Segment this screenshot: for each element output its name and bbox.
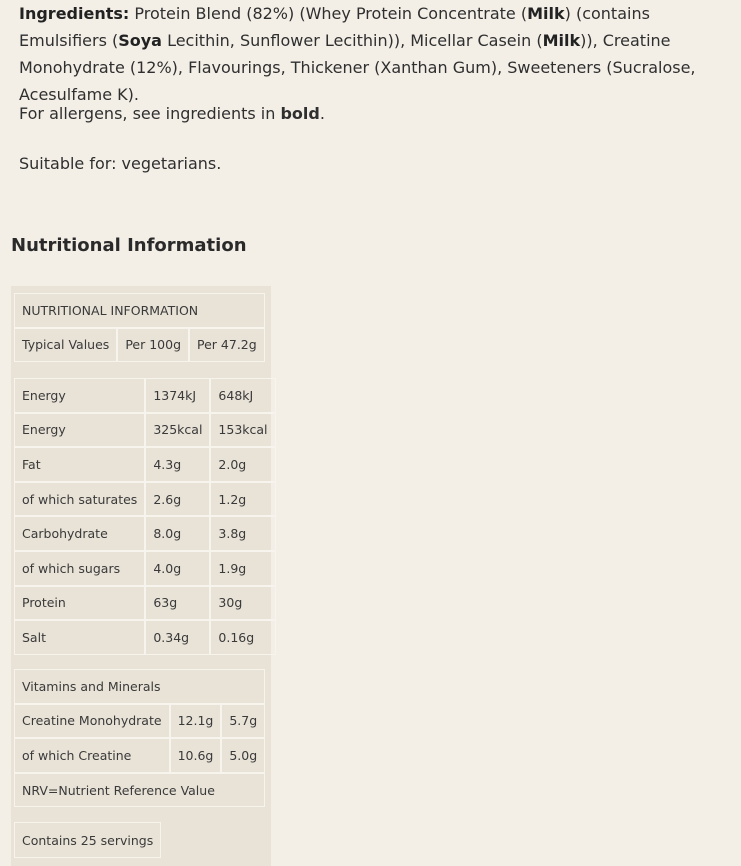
vitamin-perserving: 5.7g [221,704,265,739]
ingredients-part: )), Creatine Monohydrate (12%), Flavourings, Thickener (Xanthan Gum), Sweeteners (Sucralose, Acesulfame K). [19,31,696,104]
table-row [14,822,161,858]
table-row [14,773,265,808]
value-per-serving: 1.2g [210,482,275,517]
value-per-serving: 648kJ [210,378,275,413]
vitamins-table [14,669,265,807]
table-row [14,704,265,739]
vitamin-name: of which Creatine [14,738,170,773]
table-row [14,378,276,413]
value-per-serving: 0.16g [210,620,275,655]
table-row [14,551,276,586]
servings-count: Contains 25 servings [14,822,161,858]
suitable-for: Suitable for: vegetarians. [19,154,222,173]
ingredients-part: ) (contains Emulsifiers ( [19,4,650,50]
table-row [14,328,265,363]
table-row [14,738,265,773]
table-row [14,620,276,655]
table-row [14,669,265,704]
allergen-milk: Milk [542,31,581,50]
nutrition-header-table [14,293,265,362]
section-title: Nutritional Information [11,235,247,256]
nutrient-name: Protein [14,586,145,621]
ingredients-label: Ingredients: [19,4,130,23]
nutrient-name: Energy [14,378,145,413]
ingredients-text [19,0,739,108]
table-row [14,516,276,551]
table-row [14,447,276,482]
value-per-serving: 30g [210,586,275,621]
nutrient-name: Salt [14,620,145,655]
header-cell: Per 47.2g [189,328,265,363]
allergens-suffix: . [319,104,325,123]
table-row [14,586,276,621]
header-cell: Per 100g [117,328,189,363]
vitamins-title: Vitamins and Minerals [14,669,265,704]
nutrient-name: of which saturates [14,482,145,517]
value-per100g: 0.34g [145,620,210,655]
vitamin-name: Creatine Monohydrate [14,704,170,739]
table-caption: NUTRITIONAL INFORMATION [14,293,265,328]
value-per-serving: 2.0g [210,447,275,482]
allergens-note [19,103,325,125]
value-per-serving: 1.9g [210,551,275,586]
allergen-milk: Milk [527,4,565,23]
ingredients-part: Protein Blend (82%) (Whey Protein Concentrate ( [129,4,528,23]
value-per100g: 4.0g [145,551,210,586]
table-row [14,293,265,328]
vitamin-per100: 10.6g [170,738,222,773]
allergens-prefix: For allergens, see ingredients in [19,104,281,123]
value-per100g: 8.0g [145,516,210,551]
nrv-note: NRV=Nutrient Reference Value [14,773,265,808]
nutrient-name: of which sugars [14,551,145,586]
vitamin-per100: 12.1g [170,704,222,739]
nutrient-name: Energy [14,413,145,448]
nutrient-name: Fat [14,447,145,482]
nutrition-values-table [14,378,276,655]
allergen-soya: Soya [118,31,162,50]
value-per-serving: 153kcal [210,413,275,448]
value-per100g: 63g [145,586,210,621]
nutrient-name: Carbohydrate [14,516,145,551]
value-per100g: 4.3g [145,447,210,482]
header-cell: Typical Values [14,328,117,363]
servings-table [14,822,161,858]
ingredients-part: Lecithin, Sunflower Lecithin)), Micellar Casein ( [161,31,543,50]
allergens-bold: bold [280,104,320,123]
table-row [14,482,276,517]
vitamin-perserving: 5.0g [221,738,265,773]
value-per-serving: 3.8g [210,516,275,551]
value-per100g: 325kcal [145,413,210,448]
value-per100g: 1374kJ [145,378,210,413]
table-row [14,413,276,448]
value-per100g: 2.6g [145,482,210,517]
